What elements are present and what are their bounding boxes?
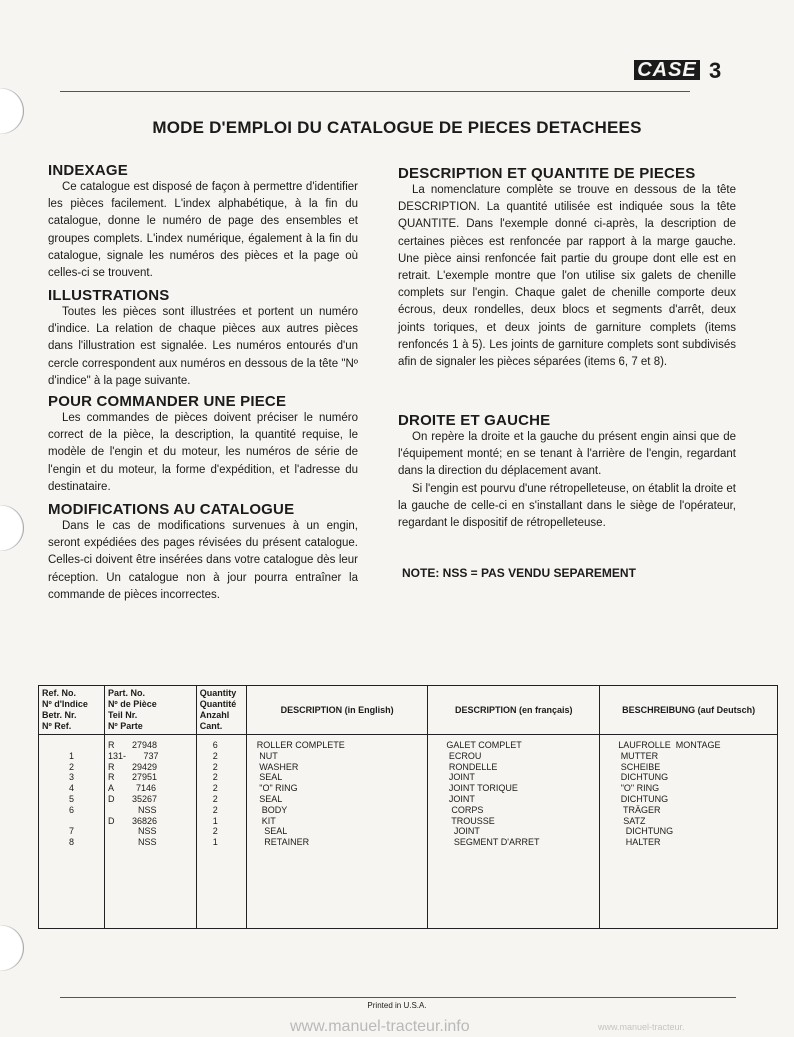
heading-modifications: MODIFICATIONS AU CATALOGUE <box>48 501 295 518</box>
english-column: ROLLER COMPLETE NUT WASHER SEAL "O" RING SEAL BODY KIT SEAL RETAINER <box>246 735 428 929</box>
ref-column: 1 2 3 4 5 6 7 8 <box>39 735 105 929</box>
parts-example-table <box>38 685 778 929</box>
header-beschreibung-deutsch: BESCHREIBUNG (auf Deutsch) <box>600 686 778 735</box>
paragraph-indexage <box>48 179 358 282</box>
paragraph-text: Dans le cas de modifications survenues à un engin, seront expédiées des pages révisées du présent catalogue. Celles-ci doivent être insérées dans votre catalogue dès leur réception. Un catalogue non à jour pourra entraîner la commande de pièces incorrectes. <box>48 520 358 601</box>
header-description-english: DESCRIPTION (in English) <box>246 686 428 735</box>
table-row <box>39 735 778 929</box>
paragraph-modifications <box>48 518 358 604</box>
paragraph-description-quantite <box>398 182 736 371</box>
table-header-row <box>39 686 778 735</box>
heading-droite-gauche: DROITE ET GAUCHE <box>398 412 551 429</box>
header-quantity: Quantity Quantité Anzahl Cant. <box>196 686 246 735</box>
paragraph-commander <box>48 410 358 496</box>
paragraph-text: La nomenclature complète se trouve en dessous de la tête DESCRIPTION. La quantité utilisée est indiquée sous la tête QUANTITE. Dans l'exemple donné ci-après, la description de certaines pièces est renfoncée par rapport à la marge gauche. Une pièce ainsi renfoncée fait partie du groupe dont elle est en retrait. L'exemple montre que l'on utilise six galets de chenille complets sur l'engin. Chaque galet de chenille comporte deux écrous, deux rondelles, deux blocs et segments d'arrêt, deux joints toriques, et deux joints de garniture complets (items renfoncés 1 à 5). Les joints de garniture complets sont subdivisés afin de signaler les pièces séparées (items 6, 7 et 8). <box>398 184 736 369</box>
printed-in-usa: Printed in U.S.A. <box>367 1001 427 1010</box>
binder-hole-middle <box>0 505 24 551</box>
case-logo: CASE <box>634 60 700 80</box>
french-column: GALET COMPLET ECROU RONDELLE JOINT JOINT TORIQUE JOINT CORPS TROUSSE JOINT SEGMENT D'ARRET <box>428 735 600 929</box>
paragraph-text: Si l'engin est pourvu d'une rétropelleteuse, on établit la droite et la gauche de celle-ci en s'installant dans le siège de l'opérateur, regardant le dispositif de rétropelleteuse. <box>398 482 736 530</box>
paragraph-text: Toutes les pièces sont illustrées et portent un numéro d'indice. La relation de chaque pièces aux autres pièces dans l'illustration est signalée. Les numéros entourés d'un cercle correspondent aux numéros en dessous de la tête "Nº d'indice" à la page suivante. <box>48 306 358 387</box>
watermark-small: www.manuel-tracteur. <box>598 1022 685 1032</box>
header-ref-no: Ref. No. Nº d'Indice Betr. Nr. Nº Ref. <box>39 686 105 735</box>
heading-commander: POUR COMMANDER UNE PIECE <box>48 393 287 410</box>
heading-description-quantite: DESCRIPTION ET QUANTITE DE PIECES <box>398 165 696 182</box>
paragraph-text: On repère la droite et la gauche du présent engin ainsi que de l'équipement monté; en se tenant à l'arrière de l'engin, regardant dans la direction du déplacement avant. <box>398 431 736 478</box>
paragraph-droite-gauche <box>398 429 736 532</box>
heading-illustrations: ILLUSTRATIONS <box>48 287 170 304</box>
paragraph-illustrations <box>48 304 358 390</box>
part-column: R 27948 131- 737 R 29429 R 27951 A 7146 D 35267 NSS D 36826 NSS NSS <box>104 735 196 929</box>
header-description-francais: DESCRIPTION (en français) <box>428 686 600 735</box>
nss-note: NOTE: NSS = PAS VENDU SEPAREMENT <box>402 566 636 580</box>
footer-rule <box>60 997 736 998</box>
paragraph-text: Les commandes de pièces doivent préciser le numéro correct de la pièce, la description, la quantité requise, le modèle de l'engin et du moteur, les numéros de série de l'engin et du moteur, la forme d'expédition, et l'adresse du destinataire. <box>48 412 358 493</box>
header-part-no: Part. No. Nº de Pièce Teil Nr. Nº Parte <box>104 686 196 735</box>
header-rule <box>60 91 690 92</box>
page-number: 3 <box>709 58 722 83</box>
watermark: www.manuel-tracteur.info <box>290 1018 470 1035</box>
heading-indexage: INDEXAGE <box>48 162 128 179</box>
german-column: LAUFROLLE MONTAGE MUTTER SCHEIBE DICHTUNG "O" RING DICHTUNG TRÄGER SATZ DICHTUNG HALTER <box>600 735 778 929</box>
binder-hole-bottom <box>0 925 24 971</box>
page-title: MODE D'EMPLOI DU CATALOGUE DE PIECES DETACHEES <box>152 118 642 137</box>
quantity-column: 6 2 2 2 2 2 2 1 2 1 <box>196 735 246 929</box>
paragraph-text: Ce catalogue est disposé de façon à permettre d'identifier les pièces facilement. L'index alphabétique, à la fin du catalogue, donne le numéro de page des ensembles et groupes complets. L'index numérique, également à la fin du catalogue, signale les numéros des pièces et la page où celles-ci se trouvent. <box>48 181 358 280</box>
